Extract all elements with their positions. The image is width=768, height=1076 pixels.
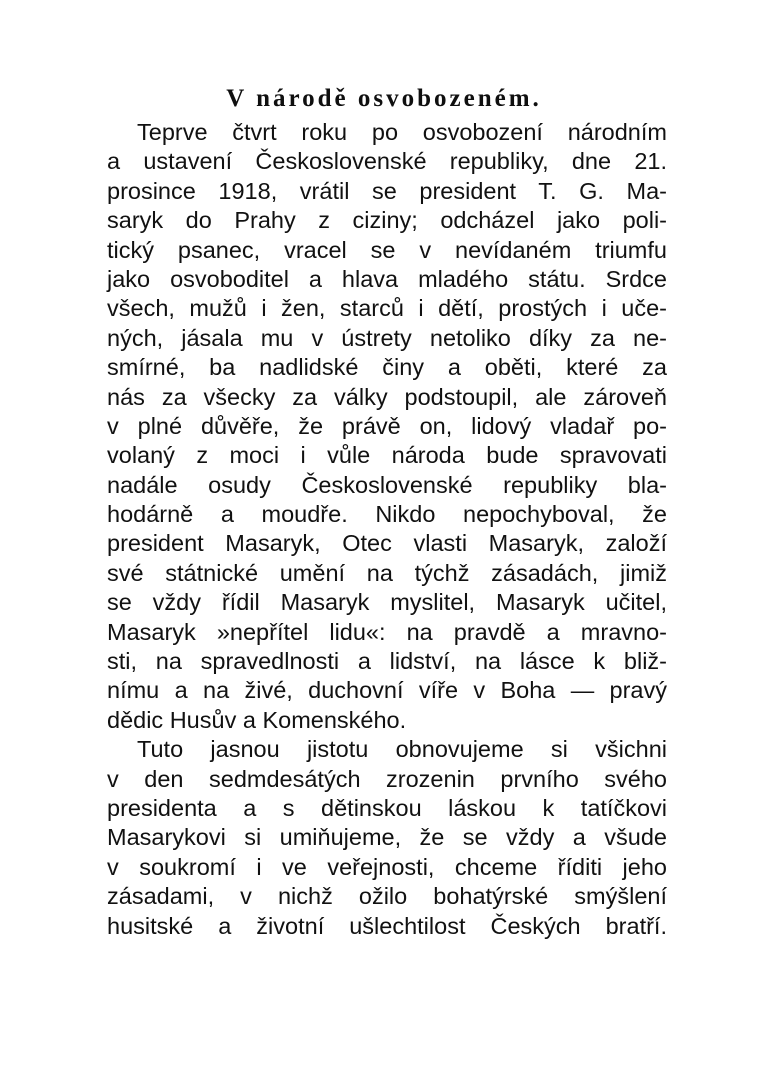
page-title: V národě osvobozeném. — [226, 85, 542, 112]
paragraph — [107, 735, 667, 941]
text-line: Tuto jasnou jistotu obnovujeme si všichni — [137, 736, 667, 763]
text-line: presidenta a s dětinskou láskou k tatíčkovi — [107, 794, 667, 821]
text-line: dědic Husův a Komenského. — [107, 706, 407, 733]
text-line: všech, mužů i žen, starců i dětí, prostých i uče- — [107, 295, 667, 322]
text-line: saryk do Prahy z ciziny; odcházel jako poli- — [107, 207, 667, 234]
text-line: Masarykovi si umiňujeme, že se vždy a všude — [107, 824, 667, 851]
text-line: hodárně a moudře. Nikdo nepochyboval, že — [107, 501, 667, 528]
text-line: zásadami, v nichž ožilo bohatýrské smýšlení — [107, 883, 667, 910]
text-line: v soukromí i ve veřejnosti, chceme říditi jeho — [107, 853, 667, 880]
text-line: nadále osudy Československé republiky bla- — [107, 471, 667, 498]
text-line: Teprve čtvrt roku po osvobození národním — [137, 119, 667, 145]
text-line: husitské a životní ušlechtilost Českých bratří. — [107, 912, 667, 939]
text-line: Masaryk »nepřítel lidu«: na pravdě a mravno- — [107, 618, 667, 645]
text-line: v plné důvěře, že právě on, lidový vladař po- — [107, 412, 667, 439]
text-line: v den sedmdesátých zrozenin prvního svého — [107, 765, 667, 792]
paragraph — [107, 118, 667, 735]
text-line: jako osvoboditel a hlava mladého státu. Srdce — [107, 265, 667, 292]
text-line: nímu a na živé, duchovní víře v Boha — pravý — [107, 677, 667, 704]
text-line: nás za všecky za války podstoupil, ale zároveň — [107, 383, 667, 410]
text-line: volaný z moci i vůle národa bude spravovati — [107, 442, 667, 469]
text-line: prosince 1918, vrátil se president T. G. Ma- — [107, 177, 667, 204]
text-line: ných, jásala mu v ústrety netoliko díky za ne- — [107, 324, 667, 351]
text-line: se vždy řídil Masaryk myslitel, Masaryk učitel, — [107, 589, 667, 616]
text-line: smírné, ba nadlidské činy a oběti, které za — [107, 354, 667, 381]
text-line: sti, na spravedlnosti a lidství, na lásce k bliž- — [107, 648, 667, 675]
text-line: a ustavení Československé republiky, dne 21. — [107, 148, 667, 175]
text-line: president Masaryk, Otec vlasti Masaryk, založí — [107, 530, 667, 557]
text-line: tický psanec, vracel se v nevídaném triumfu — [107, 236, 667, 263]
document-body — [107, 118, 667, 941]
text-line: své státnické umění na týchž zásadách, jimiž — [107, 559, 667, 586]
